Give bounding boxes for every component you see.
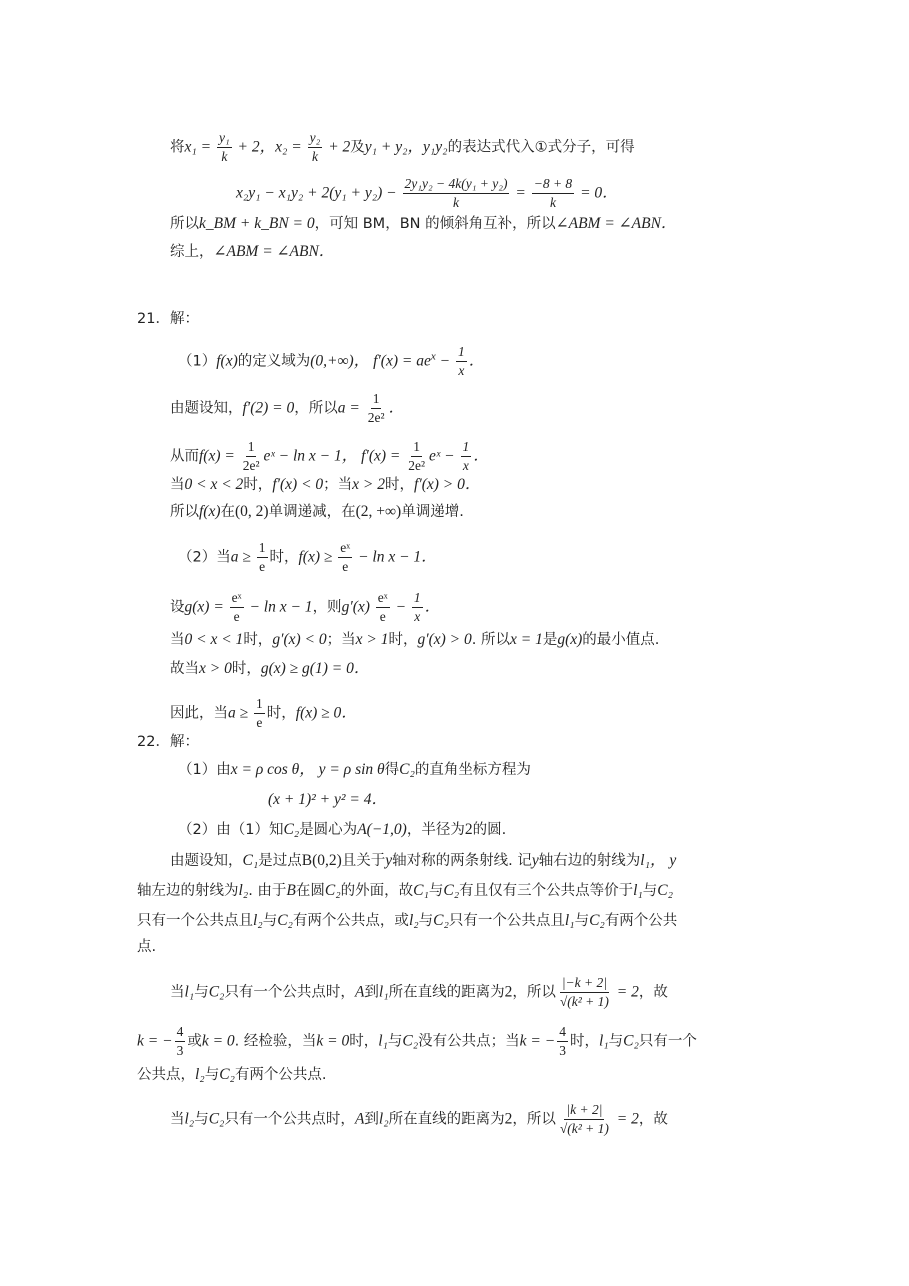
denominator: e [379,609,386,624]
math: A(−1,0) [357,821,407,838]
solution-line-20 [170,851,676,871]
text: ，故 [638,984,668,1001]
fraction [461,439,472,474]
math: x = 1 [510,631,543,648]
text: 由题设知， [170,400,243,417]
solution-line-13 [170,630,659,650]
denominator: 3 [559,1043,566,1058]
solution-line-17 [178,760,531,780]
text: 公共点， [137,1067,195,1083]
math: y [531,852,539,869]
math: A [354,1110,365,1128]
solution-line-4 [170,242,334,262]
text: ，半径为 [406,822,465,838]
denominator: √(k² + 1) [559,994,609,1009]
numerator: 1 [411,439,422,457]
solution-line-6 [178,344,484,379]
text: 故当 [170,661,199,677]
denominator: k [221,149,228,164]
math: x₁ = [184,138,215,156]
text: ，则 [312,599,342,616]
text: 点. [137,939,157,955]
solution-line-25 [137,1024,697,1059]
math: − ln x − 1 [245,598,313,616]
text: 没有公共点；当 [418,1033,520,1050]
text: 单调递减，在 [268,504,356,520]
text: 从而 [170,448,199,465]
math: C₂ [208,1110,225,1128]
denominator: x [462,458,469,473]
math: a = [337,399,364,417]
text: 的圆. [472,822,507,838]
text: 只有一个公共点时， [224,1111,355,1128]
math: a ≥ [230,548,255,566]
math: = 2 [612,983,639,1001]
fraction [230,590,244,625]
math: f′(x) > 0． [414,476,481,493]
math: x > 0 [199,660,232,677]
math: C₁ [242,852,259,869]
text: 且关于 [341,853,386,869]
math: C₂ [623,1032,639,1050]
text: 轴右边的射线为 [538,853,641,869]
fraction [338,540,352,575]
math: x₂y₁ − x₁y₂ + 2(y₁ + y₂) − [236,184,401,202]
fraction [532,176,574,211]
text: ，所以 [512,1111,556,1128]
solution-line-26 [137,1065,327,1085]
solution-line-11 [178,540,437,575]
math: 0 < x < 1 [184,631,244,648]
math: y₁ + y₂，y₁y₂ [364,138,448,156]
solution-line-12 [170,590,440,625]
fraction [558,975,611,1010]
fraction [456,344,467,379]
math: k = − [519,1032,556,1050]
solution-line-22 [137,911,677,931]
fraction [175,1024,186,1059]
denominator: x [458,363,465,378]
math: g(x) = [184,598,228,616]
denominator: e [342,559,349,574]
text: 将 [170,139,185,156]
math: g′(x) > 0 [417,631,472,648]
solution-line-3 [170,214,676,234]
text: 所以 [170,504,199,520]
text: ；当 [326,632,356,648]
text: （1） [178,353,217,370]
fraction [412,590,423,625]
denominator: k [549,195,556,210]
math: 2 [504,1110,513,1128]
text: 是过点 [258,853,302,869]
text: 是圆心为 [299,822,358,838]
numerator: 2y₁y₂ − 4k(y₁ + y₂) [403,176,510,194]
text: 到 [364,984,379,1001]
math: − [391,598,410,616]
text: 时， [266,705,296,722]
fraction [308,130,323,165]
solution-line-8 [170,439,489,474]
text: 时， [243,477,273,493]
math: C₂ [657,882,674,899]
solution-line-7 [170,391,404,426]
math: l₂ [195,1066,205,1083]
numerator: eˣ [230,590,244,608]
math: 2 [504,983,513,1001]
numerator: −8 + 8 [532,176,574,194]
text: ，故 [638,1111,668,1128]
math: l₂ [378,1110,389,1128]
solution-line-15 [170,696,357,731]
text: 只有一个公共点且 [448,913,565,929]
math: C₂ [219,1066,235,1083]
solution-line-2 [236,176,618,211]
denominator: x [414,609,421,624]
fraction [557,1024,568,1059]
numerator: 1 [412,590,423,608]
text: 与 [608,1033,624,1050]
text: 与 [428,883,444,899]
math: C₂ [208,983,225,1001]
denominator: e [256,715,263,730]
text: 的定义域为 [237,353,311,370]
math: k = 0 [201,1032,235,1050]
text: 所以 [170,216,199,232]
math: ． [424,598,441,616]
numerator: y₂ [308,130,323,148]
math: l₁ [564,912,575,929]
text: 时， [349,1033,379,1050]
numerator: 1 [456,344,467,362]
math: y [385,852,393,869]
math: C₂ [277,912,293,929]
text: ，所以 [294,400,338,417]
text: 因此，当 [170,705,228,722]
math: C₂ [443,882,460,899]
text: 与 [204,1067,220,1083]
text: 与 [387,1033,403,1050]
numerator: eˣ [338,540,352,558]
math: eˣ − ln x − 1， f′(x) = [263,447,405,465]
math: f(x) = [199,447,239,465]
math: ∠ABM = ∠ABN． [555,215,677,232]
text: 有两个公共 [604,913,678,929]
fraction [257,540,268,575]
fraction [558,1102,611,1137]
text: 时， [385,477,415,493]
text: 在圆 [295,883,325,899]
math: a ≥ [228,704,253,722]
math: C₁ [413,882,429,899]
math: (2, +∞) [355,503,402,520]
text: 与 [194,984,209,1001]
text: 综上， [170,244,214,260]
numerator: |−k + 2| [560,975,609,993]
solution-line-19 [178,820,506,840]
text: 的外面，故 [340,883,414,899]
solution-line-21 [137,881,673,901]
text: ；当 [323,477,353,493]
math: 0 < x < 2 [184,476,244,493]
math: l₂ [184,1110,195,1128]
denominator: k [453,195,459,210]
denominator: k [311,149,318,164]
math: (x + 1)² + y² = 4． [268,791,388,808]
numerator: |k + 2| [564,1102,604,1120]
text: 只有一个 [638,1033,697,1050]
math: = 2 [612,1110,639,1128]
text: 轴对称的两条射线. 记 [392,853,532,869]
denominator: 3 [176,1043,184,1058]
text: （1）由 [178,762,231,778]
text: . 经检验，当 [234,1033,317,1050]
text: 当 [170,984,185,1001]
math: f(x) [216,352,238,370]
math: x = ρ cos θ， y = ρ sin θ [230,761,385,778]
solution-line-23 [137,937,156,957]
math: C₂ [402,1032,419,1050]
math: x₂ = [275,138,306,156]
text: 轴左边的射线为 [137,883,239,899]
text: 有两个公共点，或 [292,913,409,929]
text: 是 [542,632,558,648]
text: 与 [574,913,590,929]
fraction [403,176,510,211]
text: 所在直线的距离为 [388,984,505,1001]
numerator: 1 [461,439,472,457]
text: 与 [642,883,658,899]
text: 时， [388,632,418,648]
numerator: 4 [557,1024,568,1042]
math: x > 2 [352,476,386,493]
text: 单调递增. [401,504,464,520]
math: l₁， y [640,852,677,869]
solution-line-9 [170,475,480,495]
text: 与 [262,913,278,929]
problem-21-heading [137,309,199,329]
denominator: 2e² [242,458,260,473]
denominator: 2e² [408,458,426,473]
text: 在 [220,504,236,520]
text: ，所以 [512,984,556,1001]
text: 及 [350,139,365,156]
solution-line-27 [170,1102,668,1137]
math: = 0． [576,184,618,202]
math: = [511,184,530,202]
math: (0,+∞)， f′(x) = ae [310,352,431,370]
math: l₁ [184,983,195,1001]
numerator: 4 [175,1024,186,1042]
math: l₂ [253,912,263,929]
text: 或 [187,1033,202,1050]
text: 当 [170,1111,185,1128]
math: f(x) ≥ 0． [295,704,357,722]
math: ． [388,399,405,417]
math: ． [468,352,485,370]
text: 与 [194,1111,209,1128]
text: 的直角坐标方程为 [414,762,531,778]
text: （2）由（1）知 [178,822,284,838]
math: g(x) ≥ g(1) = 0． [260,660,370,677]
math: f(x) [199,503,221,520]
denominator: e [233,609,240,624]
numerator: 1 [246,439,257,457]
math: A [354,983,365,1001]
fraction [241,439,262,474]
math: l₁ [378,1032,388,1050]
math: k = − [137,1032,173,1050]
math: k = 0 [316,1032,350,1050]
math: (0, 2) [235,503,269,520]
math: f′(x) < 0 [272,476,324,493]
math: − [435,352,454,370]
math: B(0,2) [301,852,342,869]
math: − ln x − 1． [354,548,437,566]
numerator: 1 [257,540,268,558]
text: 只有一个公共点时， [224,984,355,1001]
numerator: 1 [371,391,382,409]
math: ． [473,447,489,465]
text: . 所以 [471,632,510,648]
math: f′(2) = 0 [242,399,295,417]
fraction [254,696,265,731]
text: 有且仅有三个公共点等价于 [459,883,634,899]
text: 当 [170,477,185,493]
math: + 2 [324,138,351,156]
denominator: e [259,559,266,574]
text: 的最小值点. [582,632,660,648]
math: f(x) ≥ [298,548,337,566]
solution-line-14 [170,659,369,679]
text: 所在直线的距离为 [388,1111,505,1128]
math: g′(x) < 0 [272,631,327,648]
text: 有两个公共点. [234,1067,327,1083]
fraction [217,130,232,165]
text: 时， [569,1033,599,1050]
text: 只有一个公共点且 [137,913,253,929]
numerator: eˣ [376,590,390,608]
numerator: 1 [254,696,265,714]
math: C₂ [283,821,300,838]
fraction [366,391,387,426]
math: ∠ABM = ∠ABN． [213,243,335,260]
text: 设 [170,599,185,616]
heading-text: 21．解： [137,311,199,327]
math-superscript: x [430,350,436,363]
solution-line-1 [170,130,635,165]
math: C₂ [433,912,449,929]
math: C₂ [324,882,341,899]
heading-text: 22．解： [137,734,199,750]
solution-line-10 [170,502,464,522]
text: 到 [364,1111,379,1128]
text: 时， [243,632,273,648]
math: k_BM + k_BN = 0 [199,215,315,232]
numerator: y₁ [217,130,232,148]
math: x > 1 [355,631,389,648]
text: 的表达式代入①式分子，可得 [447,139,635,156]
math: l₁ [598,1032,609,1050]
fraction [376,590,390,625]
math: C₂ [589,912,605,929]
math: g(x) [557,631,583,648]
text: 得 [384,762,400,778]
math: B [286,882,296,899]
solution-line-18 [268,790,387,810]
text: （2）当 [178,549,231,566]
math: l₂ [408,912,419,929]
denominator: 2e² [367,410,385,425]
math: g′(x) [341,598,374,616]
text: 由题设知， [170,853,243,869]
math: l₁ [378,983,389,1001]
math: C₂ [399,761,415,778]
text: 与 [418,913,434,929]
text: ，可知 BM，BN 的倾斜角互补，所以 [314,216,556,232]
problem-22-heading [137,732,199,752]
text: . 由于 [248,883,287,899]
text: 时， [269,549,299,566]
text: 时， [231,661,261,677]
math: eˣ − [429,447,459,465]
denominator: √(k² + 1) [559,1121,609,1136]
math: + 2， [233,138,276,156]
fraction [406,439,427,474]
math: l₂ [238,882,249,899]
math: 2 [464,821,473,838]
math: l₁ [633,882,643,899]
text: 当 [170,632,185,648]
solution-line-24 [170,975,668,1010]
